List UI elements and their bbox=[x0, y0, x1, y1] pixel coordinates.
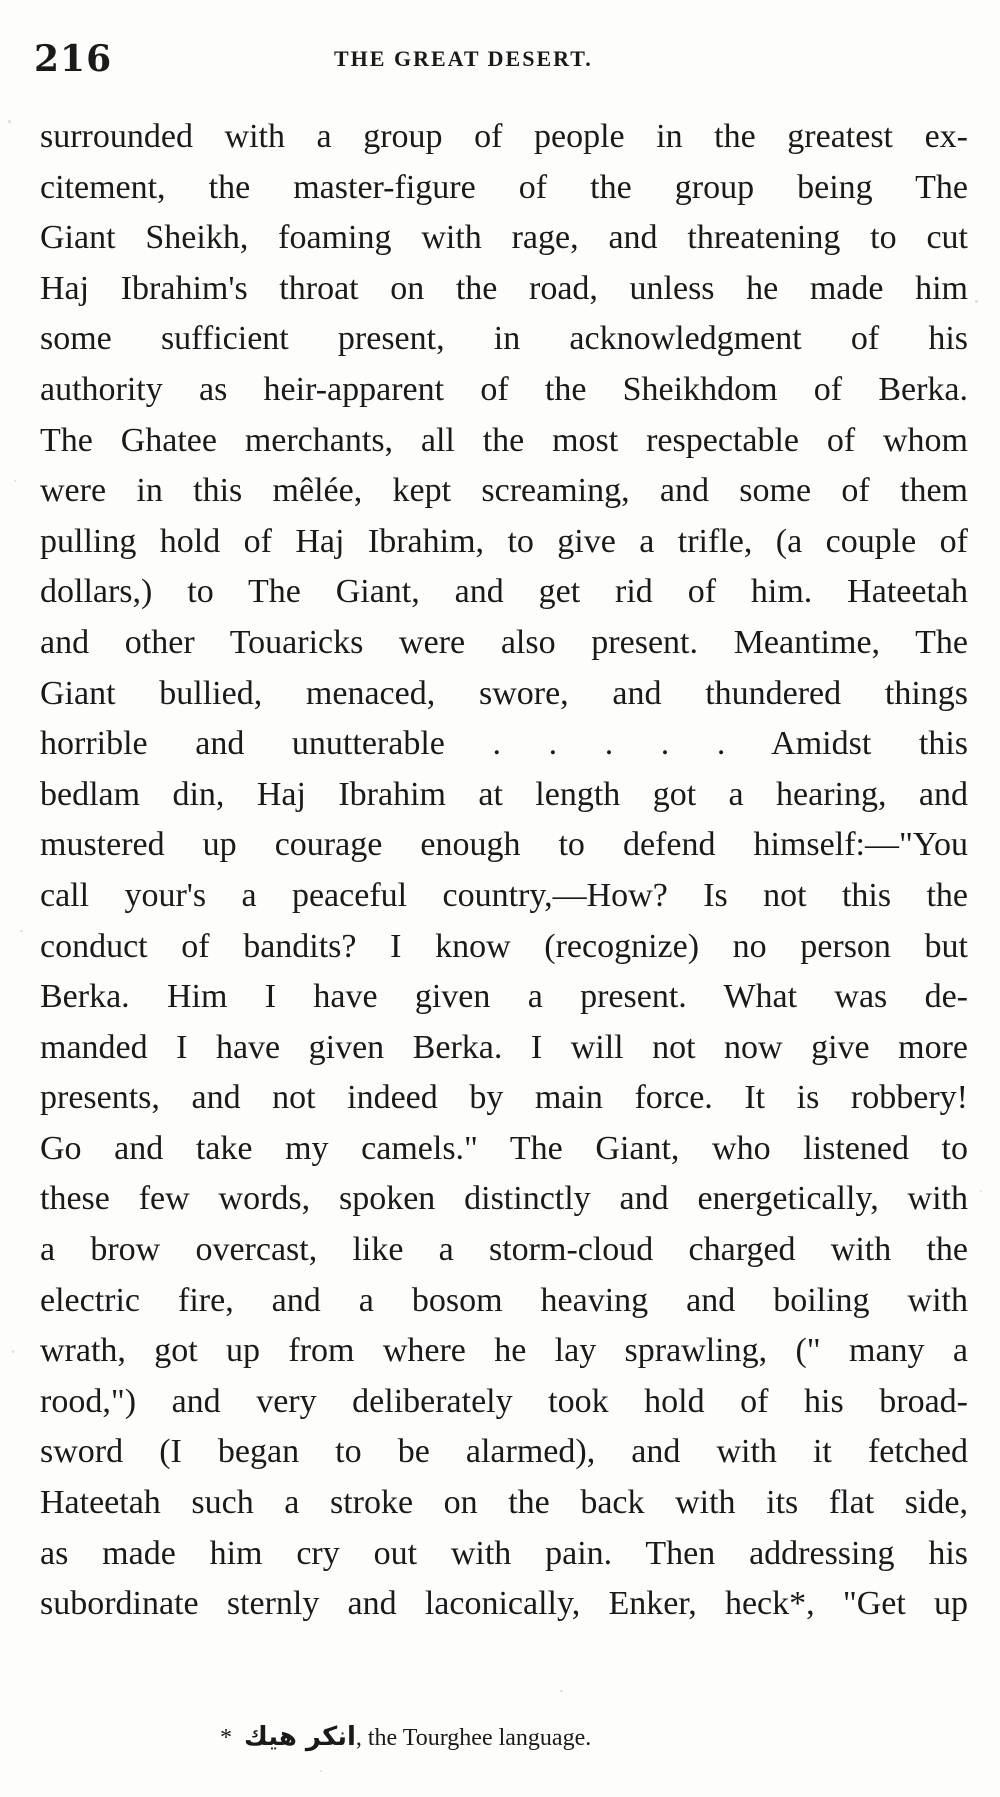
page-number: 216 bbox=[34, 38, 113, 80]
text-line: Go and take my camels." The Giant, who listened to bbox=[40, 1129, 968, 1167]
text-line: Giant Sheikh, foaming with rage, and threatening to cut bbox=[40, 219, 968, 257]
text-line: as made him cry out with pain. Then addressing his bbox=[40, 1534, 968, 1572]
text-line: Hateetah such a stroke on the back with its flat side, bbox=[40, 1484, 968, 1522]
text-line: mustered up courage enough to defend himself:—"You bbox=[40, 826, 968, 864]
text-line: presents, and not indeed by main force. It is robbery! bbox=[40, 1079, 968, 1117]
text-line: horrible and unutterable . . . . . Amidst this bbox=[40, 725, 968, 763]
paper-speckle bbox=[560, 1690, 563, 1692]
text-line: these few words, spoken distinctly and energetically, with bbox=[40, 1180, 968, 1218]
text-line: were in this mêlée, kept screaming, and some of them bbox=[40, 472, 968, 510]
text-line: pulling hold of Haj Ibrahim, to give a trifle, (a couple of bbox=[40, 522, 968, 560]
paper-speckle bbox=[12, 1350, 14, 1353]
footnote-arabic: انكر هيك bbox=[244, 1722, 356, 1752]
text-line: citement, the master-figure of the group being The bbox=[40, 168, 968, 206]
text-line: wrath, got up from where he lay sprawling, (" many a bbox=[40, 1332, 968, 1370]
text-line: authority as heir-apparent of the Sheikhdom of Berka. bbox=[40, 370, 968, 408]
text-line: Haj Ibrahim's throat on the road, unless he made him bbox=[40, 269, 968, 307]
text-line: a brow overcast, like a storm-cloud charged with the bbox=[40, 1231, 968, 1269]
footnote-text: , the Tourghee language. bbox=[355, 1725, 592, 1751]
paper-speckle bbox=[980, 1190, 982, 1192]
text-line: and other Touaricks were also present. Meantime, The bbox=[40, 623, 968, 661]
page-header bbox=[34, 38, 974, 82]
text-line: bedlam din, Haj Ibrahim at length got a hearing, and bbox=[40, 775, 968, 813]
paper-speckle bbox=[975, 300, 978, 303]
text-line: conduct of bandits? I know (recognize) no person but bbox=[40, 927, 968, 965]
text-line: dollars,) to The Giant, and get rid of him. Hateetah bbox=[40, 573, 968, 611]
text-line: subordinate sternly and laconically, Enker, heck*, "Get up bbox=[40, 1585, 968, 1623]
text-line: electric fire, and a bosom heaving and boiling with bbox=[40, 1281, 968, 1319]
text-line: surrounded with a group of people in the greatest ex- bbox=[40, 118, 968, 155]
text-line: some sufficient present, in acknowledgment of his bbox=[40, 320, 968, 358]
footnote-marker: * bbox=[220, 1725, 232, 1751]
text-line: call your's a peaceful country,—How? Is not this the bbox=[40, 876, 968, 914]
paper-speckle bbox=[20, 930, 23, 932]
paper-speckle bbox=[8, 120, 11, 123]
footnote bbox=[220, 1722, 820, 1762]
text-line: manded I have given Berka. I will not now give more bbox=[40, 1028, 968, 1066]
paper-speckle bbox=[14, 480, 16, 482]
body-text bbox=[40, 112, 968, 1630]
paper-speckle bbox=[320, 1770, 322, 1772]
text-line: rood,") and very deliberately took hold of his broad- bbox=[40, 1382, 968, 1420]
text-line: Berka. Him I have given a present. What was de- bbox=[40, 978, 968, 1016]
running-title: THE GREAT DESERT. bbox=[334, 46, 593, 71]
text-line: Giant bullied, menaced, swore, and thundered things bbox=[40, 674, 968, 712]
text-line: The Ghatee merchants, all the most respectable of whom bbox=[40, 421, 968, 459]
text-line: sword (I began to be alarmed), and with it fetched bbox=[40, 1433, 968, 1471]
